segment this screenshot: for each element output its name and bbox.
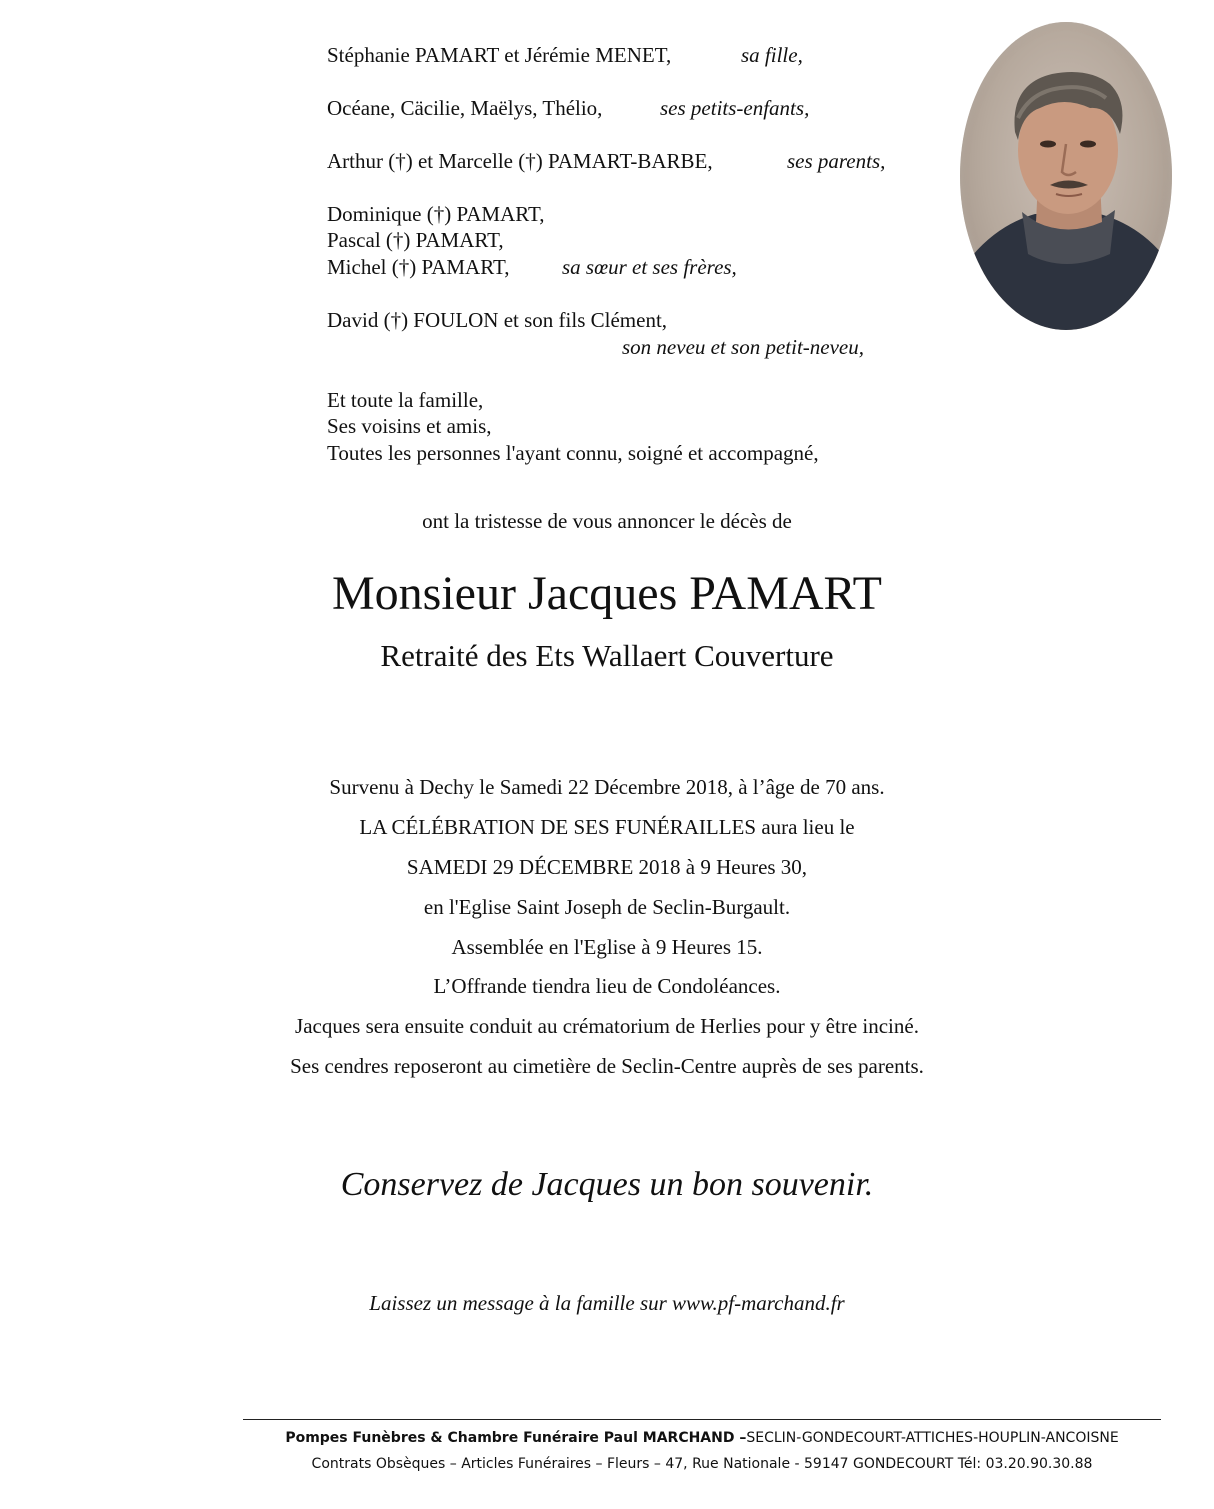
footer-company: Pompes Funèbres & Chambre Funéraire Paul MARCHAND – bbox=[285, 1430, 747, 1446]
footer-services: Contrats Obsèques – Articles Funéraires – Fleurs – 47, Rue Nationale - 59147 GONDECOURT Tél: 03.20.90.30.88 bbox=[311, 1456, 1093, 1472]
family-others-3: Toutes les personnes l'ayant connu, soigné et accompagné, bbox=[327, 441, 819, 465]
details-line-3: SAMEDI 29 DÉCEMBRE 2018 à 9 Heures 30, bbox=[406, 855, 808, 879]
family-daughter-relation: sa fille, bbox=[741, 43, 803, 67]
deceased-occupation: Retraité des Ets Wallaert Couverture bbox=[380, 638, 834, 673]
deceased-name: Monsieur Jacques PAMART bbox=[331, 567, 882, 620]
portrait-illustration bbox=[960, 22, 1172, 330]
details-line-2: LA CÉLÉBRATION DE SES FUNÉRAILLES aura lieu le bbox=[359, 815, 855, 839]
family-sibling-1: Dominique (†) PAMART, bbox=[327, 202, 545, 226]
details-line-6: L’Offrande tiendra lieu de Condoléances. bbox=[433, 974, 781, 998]
family-nephew-names: David (†) FOULON et son fils Clément, bbox=[327, 308, 668, 332]
details-line-5: Assemblée en l'Eglise à 9 Heures 15. bbox=[451, 935, 763, 959]
footer-company-line bbox=[243, 1428, 1161, 1448]
family-parents-relation: ses parents, bbox=[787, 149, 886, 173]
family-grandchildren-relation: ses petits-enfants, bbox=[660, 96, 810, 120]
family-siblings-relation: sa sœur et ses frères, bbox=[562, 255, 737, 279]
family-sibling-2: Pascal (†) PAMART, bbox=[327, 228, 504, 252]
footer-locations: SECLIN-GONDECOURT-ATTICHES-HOUPLIN-ANCOISNE bbox=[746, 1430, 1119, 1446]
family-grandchildren-names: Océane, Cäcilie, Maëlys, Thélio, bbox=[327, 96, 603, 120]
details-line-8: Ses cendres reposeront au cimetière de Seclin-Centre auprès de ses parents. bbox=[290, 1054, 924, 1078]
family-sibling-3: Michel (†) PAMART, bbox=[327, 255, 510, 279]
details-line-4: en l'Eglise Saint Joseph de Seclin-Burgault. bbox=[423, 895, 791, 919]
footer-divider bbox=[243, 1419, 1161, 1420]
announcement-text: ont la tristesse de vous annoncer le décès de bbox=[422, 509, 792, 533]
family-others-2: Ses voisins et amis, bbox=[327, 414, 492, 438]
family-message-link[interactable]: Laissez un message à la famille sur www.pf-marchand.fr bbox=[369, 1291, 845, 1315]
details-line-7: Jacques sera ensuite conduit au crématorium de Herlies pour y être inciné. bbox=[295, 1014, 919, 1038]
details-line-1: Survenu à Dechy le Samedi 22 Décembre 2018, à l’âge de 70 ans. bbox=[329, 775, 885, 799]
portrait-photo bbox=[960, 22, 1172, 330]
closing-quote: Conservez de Jacques un bon souvenir. bbox=[340, 1166, 874, 1203]
family-daughter-names: Stéphanie PAMART et Jérémie MENET, bbox=[327, 43, 672, 67]
family-nephew-relation: son neveu et son petit-neveu, bbox=[622, 335, 864, 359]
family-others-1: Et toute la famille, bbox=[327, 388, 484, 412]
family-parents-names: Arthur (†) et Marcelle (†) PAMART-BARBE, bbox=[327, 149, 713, 173]
